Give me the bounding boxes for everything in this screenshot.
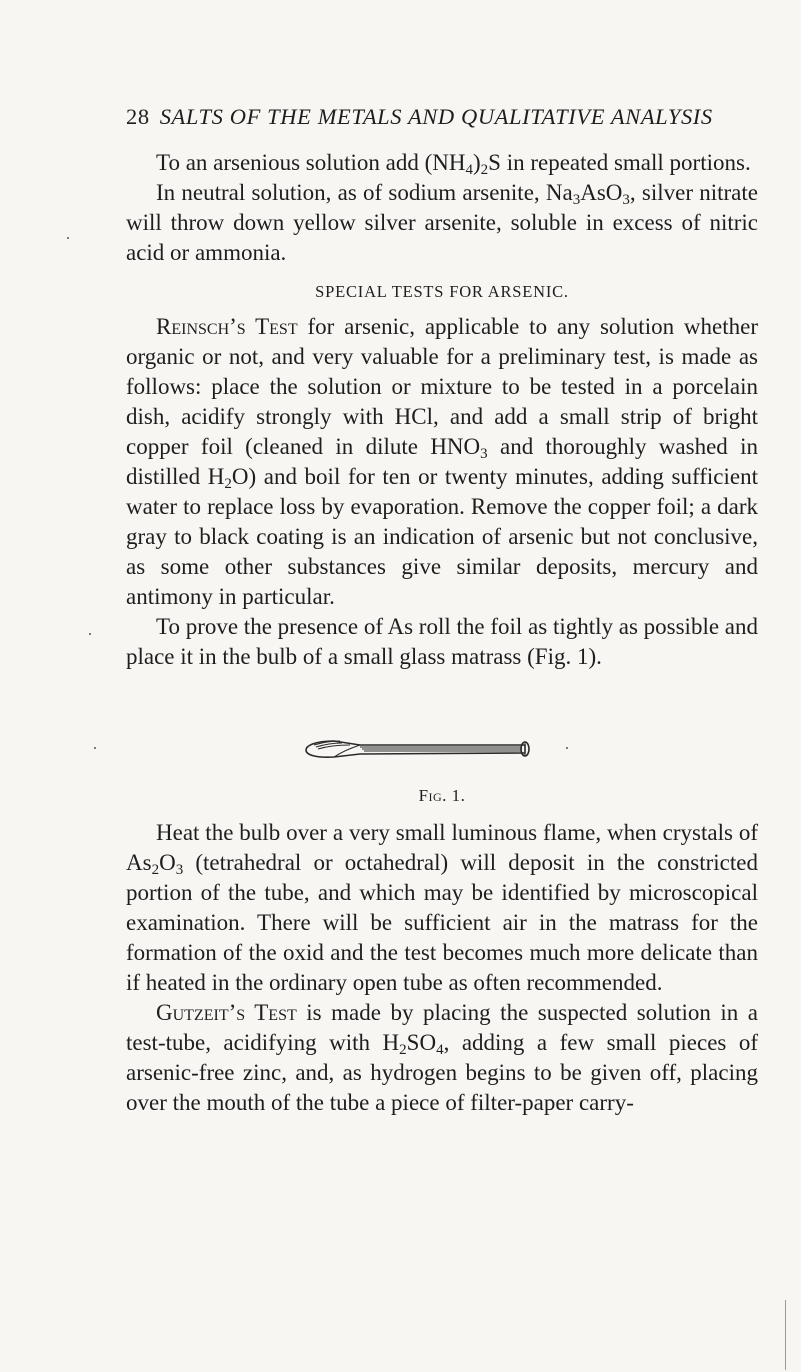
matrass-tube-icon: [300, 727, 535, 767]
gutzeit-sub-a: 2: [399, 1042, 407, 1058]
gutzeit-sub-b: 4: [436, 1042, 444, 1058]
heat-sub-a: 2: [151, 862, 160, 878]
paper-edge-mark: [785, 1300, 786, 1370]
page-number: 28: [126, 104, 150, 129]
paper-speck: [566, 747, 568, 749]
intro-text-block: [126, 148, 758, 268]
heat-text-c: (tetrahedral or octahedral) will deposit in the constricted portion of the tube, and which may be identified by microscopical examination. There will be sufficient air in the matrass for the formation of the oxid and the test becomes much more delicate than if heated in the ordinary open tube as often recommended.: [126, 850, 758, 995]
paragraph-heat-bulb: [126, 818, 758, 998]
p1-sub-a: 4: [465, 162, 473, 178]
heat-text-b: O: [159, 850, 176, 875]
running-header: [126, 104, 736, 130]
running-title: SALTS OF THE METALS AND QUALITATIVE ANALYSIS: [159, 104, 713, 129]
reinsch-sub-a: 3: [480, 446, 488, 462]
p2-text-b: AsO: [580, 180, 623, 205]
paragraph-silver-nitrate: [126, 178, 758, 268]
gutzeit-text-c: , adding a few small pieces of arsenic-free zinc, and, as hydrogen begins to be given off, placing over the mouth of the tube a piece of filter-paper carry-: [126, 1030, 758, 1115]
p1-text-c: S in repeated small portions.: [488, 150, 751, 175]
heat-text-a: Heat the bulb over a very small luminous flame, when crystals of As: [126, 820, 758, 875]
paper-speck: [67, 237, 69, 239]
figure-caption: [126, 786, 758, 806]
p1-text-a: To an arsenious solution add (NH: [156, 150, 466, 175]
figure-1: [300, 727, 535, 767]
figure-caption-text: Fig. 1.: [418, 786, 466, 805]
reinsch-text-c: O) and boil for ten or twenty minutes, adding sufficient water to replace loss by evaporation. Remove the copper foil; a dark gray to black coating is an indication of arsenic but not conclusive, as some other substances give similar deposits, mercury and antimony in particular.: [126, 464, 758, 609]
paragraph-prove-presence: To prove the presence of As roll the foil as tightly as possible and place it in the bulb of a small glass matrass (Fig. 1).: [126, 614, 759, 669]
p1-text-b: ): [472, 150, 481, 175]
reinsch-text-block: [126, 312, 758, 672]
paragraph-gutzeit-test: [126, 998, 758, 1118]
paragraph-reinsch-test: [126, 312, 758, 612]
gutzeit-text-a: is made by placing the suspected solution in a test-tube, acidifying with H: [126, 1000, 758, 1055]
p2-sub-a: 3: [572, 192, 581, 208]
gutzeit-test-lead: Gutzeit’s Test: [156, 1000, 297, 1025]
reinsch-test-lead: Reinsch’s Test: [156, 314, 298, 339]
p2-sub-b: 3: [622, 192, 630, 208]
heat-sub-b: 3: [175, 862, 184, 878]
reinsch-sub-b: 2: [224, 476, 232, 492]
p2-text-c: , silver nitrate will throw down yellow silver arsenite, soluble in excess of nitric acid or ammonia.: [126, 180, 758, 265]
section-heading: SPECIAL TESTS FOR ARSENIC.: [315, 282, 569, 301]
gutzeit-text-b: SO: [406, 1030, 437, 1055]
p2-text-a: In neutral solution, as of sodium arsenite, Na: [156, 180, 573, 205]
paragraph-ammonium-sulfide: [126, 148, 758, 178]
p1-sub-b: 2: [480, 162, 489, 178]
paper-speck: [89, 633, 91, 635]
reinsch-text-a: for arsenic, applicable to any solution whether organic or not, and very valuable for a preliminary test, is made as follows: place the solution or mixture to be tested in a porcelain dish, acidify strongly with HCl, and add a small strip of bright copper foil (cleaned in dilute HNO: [126, 314, 758, 459]
reinsch-text-b: and thoroughly washed in distilled H: [126, 434, 758, 489]
heat-and-gutzeit-text-block: [126, 818, 758, 1118]
paper-speck: [94, 747, 96, 749]
